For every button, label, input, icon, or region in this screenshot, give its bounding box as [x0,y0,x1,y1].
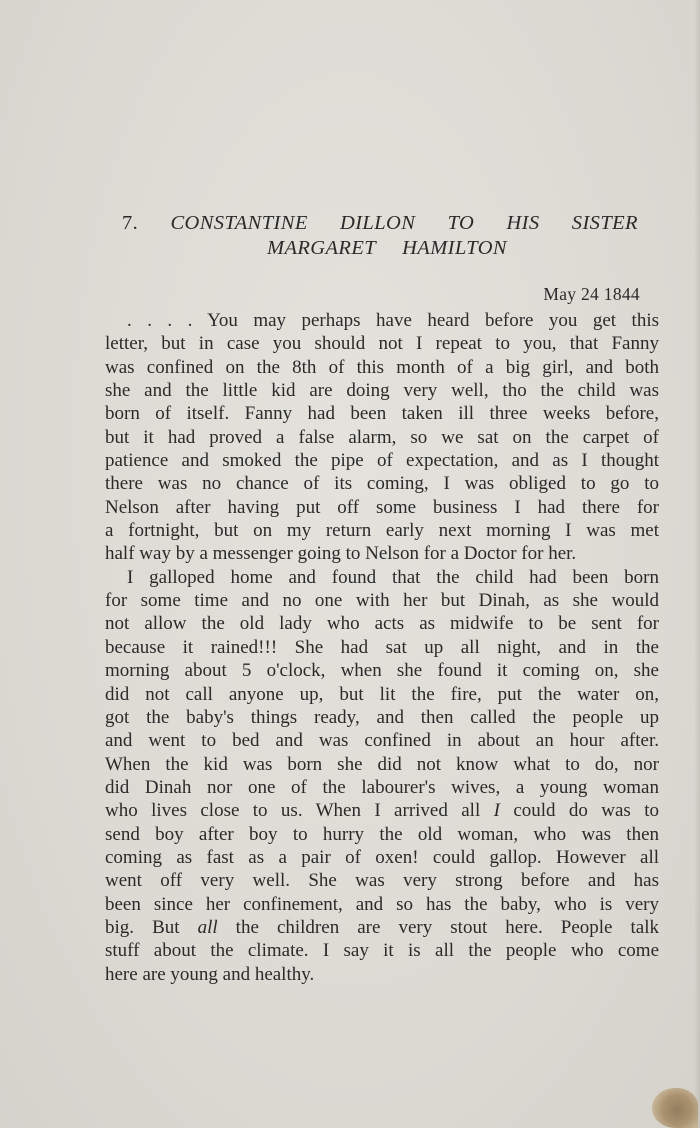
text-line: coming as fast as a pair of oxen! could gallop. However all [105,846,659,868]
text-line: big. But all the children are very stout here. People talk [105,916,660,938]
text-line: born of itself. Fanny had been taken ill three weeks before, [105,403,659,425]
emphasis: I [493,800,500,822]
paper-stain [652,1088,698,1128]
text-line: did not call anyone up, but lit the fire, put the water on, [105,683,659,705]
text-line: send boy after boy to hurry the old woman, who was then [105,823,659,845]
text-line: Nelson after having put off some business I had there for [105,496,659,518]
text-line: got the baby's things ready, and then called the people up [105,706,659,728]
letter-number: 7. [122,212,139,234]
text-line: was confined on the 8th of this month of a big girl, and both [105,356,659,378]
text-line: went off very well. She was very strong before and has [105,870,659,892]
letter-body [105,309,659,986]
heading-word: DILLON [340,212,416,234]
heading-word: HIS [506,212,540,234]
text-line: been since her confinement, and so has the baby, who is very [105,893,659,915]
text-line: a fortnight, but on my return early next morning I was met [105,520,659,542]
text-line: she and the little kid are doing very well, tho the child was [105,380,659,402]
letter-paragraph [105,566,659,986]
text-line: When the kid was born she did not know what to do, nor [105,753,659,775]
letter-heading [122,211,638,261]
letter-paragraph [105,309,659,566]
heading-word: TO [447,212,475,234]
text-line: but it had proved a false alarm, so we sat on the carpet of [105,426,659,448]
text-line: stuff about the climate. I say it is all the people who come [105,940,659,962]
text-line: morning about 5 o'clock, when she found it coming on, she [105,660,659,682]
page-edge-shadow [694,0,700,1128]
text-line: not allow the old lady who acts as midwife to be sent for [105,613,659,635]
text-line: here are young and healthy. [105,963,315,985]
heading-word: SISTER [571,212,638,234]
heading-line-1 [122,211,638,236]
heading-word: CONSTANTINE [170,212,308,234]
text-line: for some time and no one with her but Dinah, as she would [105,590,659,612]
emphasis: all [197,916,218,938]
text-line: there was no chance of its coming, I was obliged to go to [105,473,659,495]
text-line: letter, but in case you should not I repeat to you, that Fanny [105,333,659,355]
letter-date: May 24 1844 [543,284,640,304]
heading-line-2 [122,236,638,261]
text-line: did Dinah nor one of the labourer's wives, a young woman [105,776,659,798]
text-line: patience and smoked the pipe of expectation, and as I thought [105,450,659,472]
heading-word: HAMILTON [402,237,508,259]
text-line: because it rained!!! She had sat up all night, and in the [105,636,659,658]
text-line: half way by a messenger going to Nelson for a Doctor for her. [105,543,577,565]
text-line: who lives close to us. When I arrived all I could do was to [105,800,659,822]
text-line: and went to bed and was confined in about an hour after. [105,730,659,752]
text-line: . . . . You may perhaps have heard before you get this [127,310,659,331]
heading-word: MARGARET [266,237,377,259]
text-line: I galloped home and found that the child had been born [127,566,659,588]
